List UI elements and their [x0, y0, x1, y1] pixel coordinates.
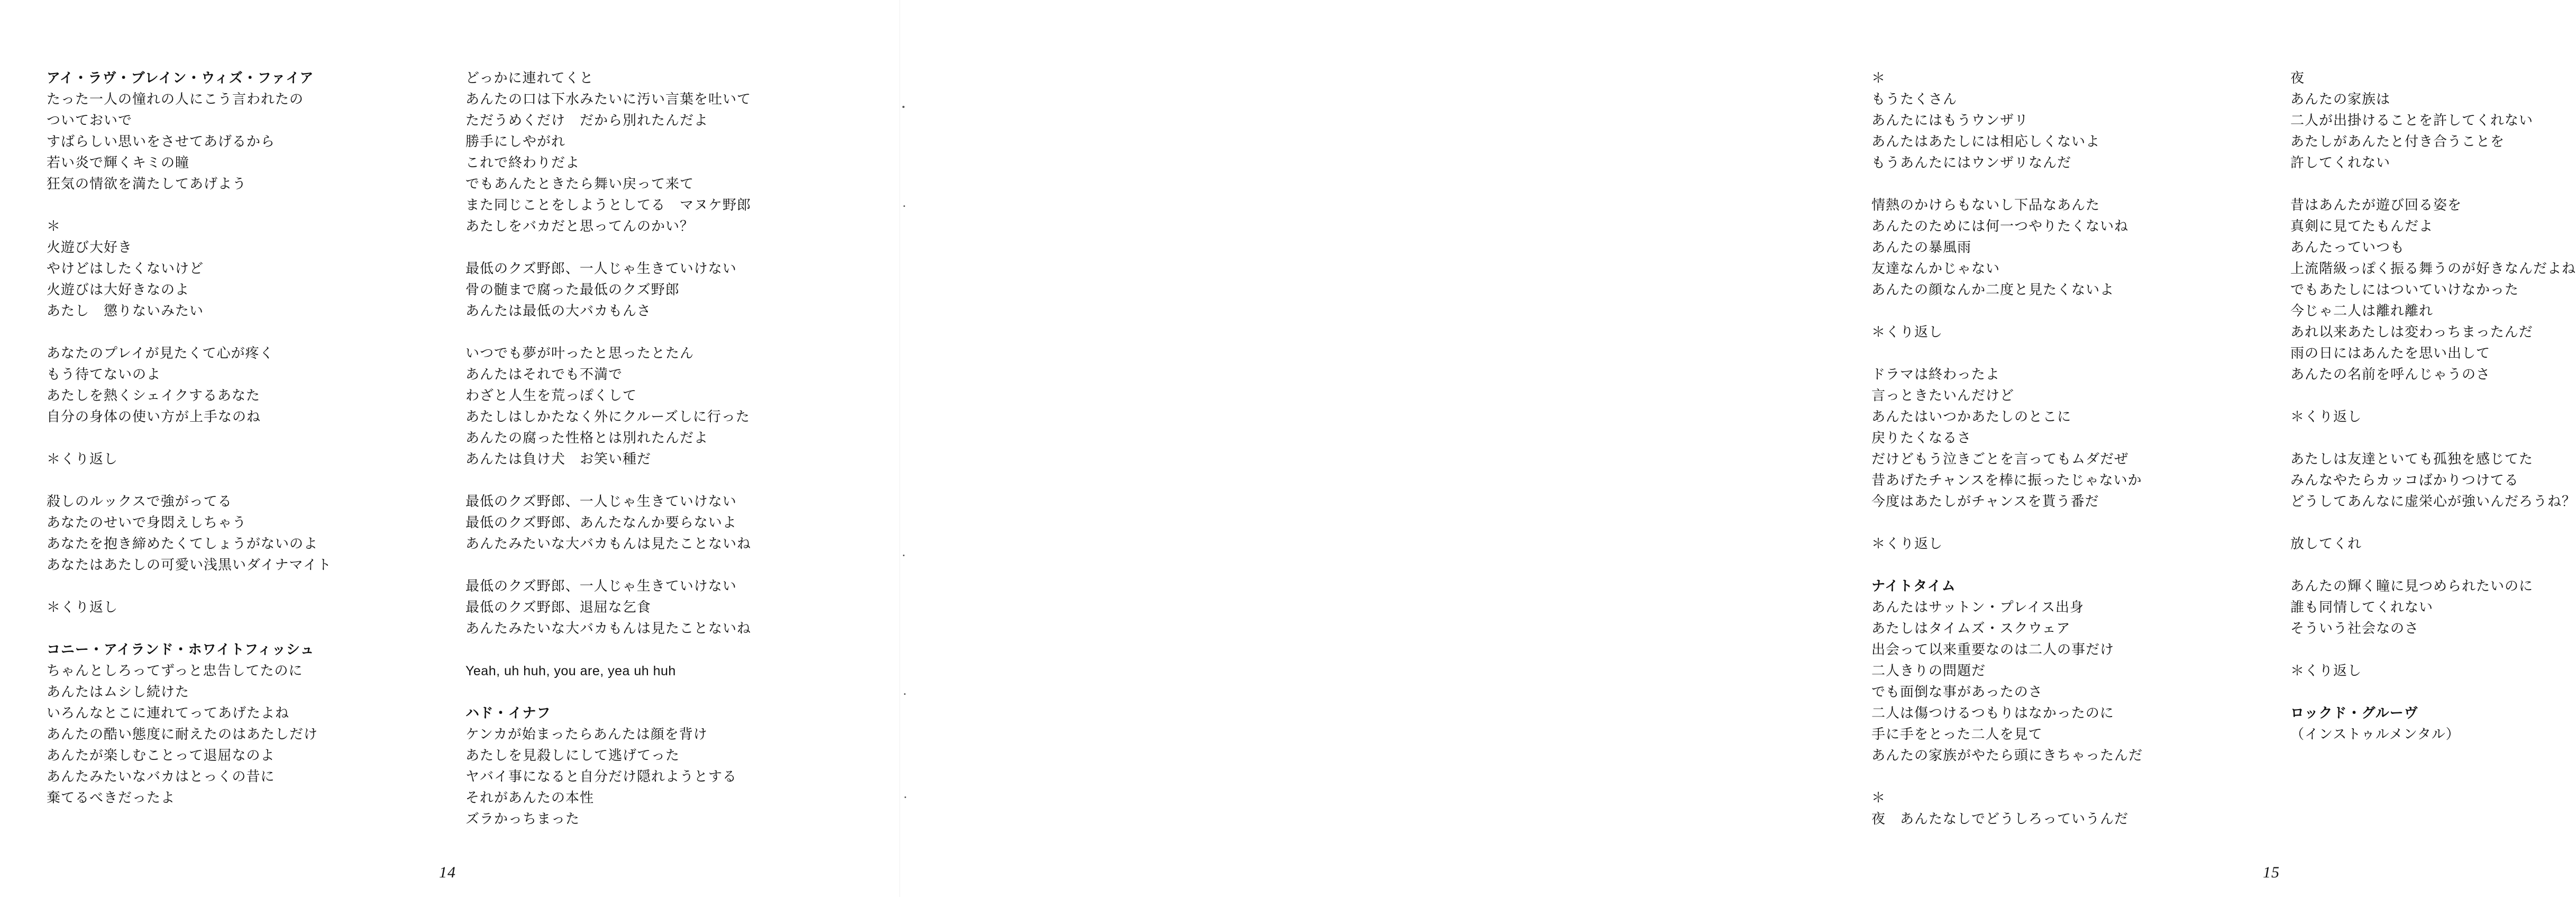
stanza-break [465, 682, 751, 703]
lyric-line: あたしを熱くシェイクするあなた [47, 388, 260, 404]
lyric-line: でもあたしにはついていけなかった [2290, 282, 2519, 298]
lyric-line: ドラマは終わったよ [1871, 367, 2000, 383]
stanza-break [2290, 639, 2576, 660]
lyric-line: 勝手にしやがれ [465, 134, 566, 150]
lyric-line: 戻りたくなるさ [1871, 430, 1972, 446]
print-speck [903, 205, 905, 207]
stanza-break [47, 576, 332, 597]
lyric-line: これで終わりだよ [465, 155, 580, 171]
stanza-break [1871, 766, 2143, 787]
print-speck [903, 555, 905, 556]
stanza-break [2290, 682, 2576, 703]
lyric-line: わざと人生を荒っぽくして [465, 388, 637, 404]
lyric-line: 最低のクズ野郎、あんたなんか要らないよ [465, 515, 737, 531]
lyric-line: あんたの酷い態度に耐えたのはあたしだけ [47, 727, 318, 742]
stanza-break [1871, 343, 2143, 364]
lyric-line: あんたの口は下水みたいに汚い言葉を吐いて [465, 92, 752, 107]
lyrics-column [1871, 68, 2143, 830]
lyric-line: 二人は傷つけるつもりはなかったのに [1871, 705, 2114, 721]
lyric-line: 今度はあたしがチャンスを貰う番だ [1871, 494, 2099, 510]
lyric-line: みんなやたらカッコばかりつけてる [2290, 473, 2519, 488]
lyric-line: ただうめくだけ だから別れたんだよ [465, 113, 709, 129]
lyric-line: あんたっていつも [2290, 240, 2405, 256]
lyric-line: あんたは最低の大バカもんさ [465, 303, 652, 319]
stanza-break [47, 428, 332, 449]
print-speck [905, 796, 906, 798]
lyric-line: あんたはムシし続けた [47, 684, 190, 700]
lyric-line: また同じことをしようとしてる マヌケ野郎 [465, 197, 752, 213]
lyric-line: すばらしい思いをさせてあげるから [47, 134, 276, 150]
lyric-line: あんたの家族は [2290, 92, 2391, 107]
stanza-break [47, 195, 332, 216]
lyric-line: ＊くり返し [1871, 324, 1943, 340]
stanza-break [2290, 174, 2576, 195]
lyric-line: あんたはあたしには相応しくないよ [1871, 134, 2100, 150]
lyric-line: あなたのせいで身悶えしちゃう [47, 515, 247, 531]
lyric-line: 夜 [2290, 70, 2305, 86]
stanza-break [465, 555, 751, 576]
lyric-line: 誰も同情してくれない [2290, 600, 2434, 615]
stanza-break [1871, 555, 2143, 576]
lyric-line: Yeah, uh huh, you are, yea uh huh [465, 664, 676, 678]
lyric-line: 友達なんかじゃない [1871, 261, 2000, 277]
lyric-line: ケンカが始まったらあんたは顔を背け [465, 727, 708, 742]
lyric-line: あなたのプレイが見たくて心が疼く [47, 346, 274, 361]
lyric-line: 手に手をとった二人を見て [1871, 727, 2043, 742]
page-number: 14 [439, 864, 456, 881]
lyric-line: 夜 あんたなしでどうしろっていうんだ [1871, 811, 2129, 827]
lyric-line: だけどもう泣きごとを言ってもムダだぜ [1871, 451, 2129, 467]
lyric-line: たった一人の憧れの人にこう言われたの [47, 92, 304, 107]
lyric-line: ＊くり返し [2290, 663, 2362, 679]
stanza-break [465, 470, 751, 491]
lyric-line: 棄てるべきだったよ [47, 790, 176, 806]
lyric-line: それがあんたの本性 [465, 790, 595, 806]
lyric-line: でもあんたときたら舞い戻って来て [465, 176, 695, 192]
lyric-line: あんたみたいなバカはとっくの昔に [47, 769, 275, 785]
lyric-line: 狂気の情欲を満たしてあげよう [47, 176, 247, 192]
lyrics-column [465, 68, 751, 830]
lyric-line: あたしをバカだと思ってんのかい？ [465, 219, 695, 234]
lyric-line: 殺しのルックスで強がってる [47, 494, 232, 510]
lyric-line: 昔あげたチャンスを棒に振ったじゃないか [1871, 473, 2142, 488]
lyric-line: 上流階級っぽく振る舞うのが好きなんだよね [2290, 261, 2576, 277]
stanza-break [47, 322, 332, 343]
stanza-break [465, 639, 751, 660]
lyric-line: （インストゥルメンタル） [2290, 727, 2460, 742]
lyric-line: あんたみたいな大バカもんは見たことないね [465, 621, 752, 637]
lyric-line: ＊くり返し [47, 600, 118, 615]
print-speck [904, 693, 906, 695]
lyric-line: ＊ [1871, 790, 1886, 806]
lyric-line: あなたを抱き締めたくてしょうがないのよ [47, 536, 318, 552]
stanza-break [2290, 385, 2576, 406]
lyric-line: どうしてあんなに虚栄心が強いんだろうね？ [2290, 494, 2576, 510]
lyric-line: 二人きりの問題だ [1871, 663, 1986, 679]
lyric-line: あんたにはもうウンザリ [1871, 113, 2029, 129]
lyric-line: いつでも夢が叶ったと思ったとたん [465, 346, 695, 361]
song-title: ハド・イナフ [465, 705, 551, 721]
lyric-line: 最低のクズ野郎、一人じゃ生きていけない [465, 261, 737, 277]
lyric-line: ヤバイ事になると自分だけ隠れようとする [465, 769, 737, 785]
lyric-line: ついておいで [47, 113, 133, 129]
lyric-line: ちゃんとしろってずっと忠告してたのに [47, 663, 303, 679]
song-title: コニー・アイランド・ホワイトフィッシュ [47, 642, 315, 658]
lyric-line: 言っときたいんだけど [1871, 388, 2015, 404]
lyric-line: 許してくれない [2290, 155, 2391, 171]
lyric-line: あんたが楽しむことって退屈なのよ [47, 748, 275, 764]
lyric-line: もうあんたにはウンザリなんだ [1871, 155, 2072, 171]
lyric-line: 最低のクズ野郎、一人じゃ生きていけない [465, 578, 737, 594]
lyric-line: 真剣に見てたもんだよ [2290, 219, 2434, 234]
lyric-line: あんたみたいな大バカもんは見たことないね [465, 536, 752, 552]
lyric-line: 出会って以来重要なのは二人の事だけ [1871, 642, 2115, 658]
left-page [0, 0, 899, 897]
lyric-line: あたしは友達といても孤独を感じてた [2290, 451, 2534, 467]
lyric-line: 今じゃ二人は離れ離れ [2290, 303, 2434, 319]
lyric-line: ＊くり返し [1871, 536, 1943, 552]
stanza-break [1871, 174, 2143, 195]
lyric-line: 最低のクズ野郎、退屈な乞食 [465, 600, 651, 615]
lyric-line: あんたはいつかあたしのとこに [1871, 409, 2072, 425]
lyric-line: ＊くり返し [2290, 409, 2362, 425]
lyric-line: そういう社会なのさ [2290, 621, 2419, 637]
lyric-line: あんたの名前を呼んじゃうのさ [2290, 367, 2491, 383]
stanza-break [465, 322, 751, 343]
stanza-break [47, 470, 332, 491]
lyric-line: どっかに連れてくと [465, 70, 594, 86]
lyrics-column [2290, 68, 2576, 745]
lyric-line: あたしはタイムズ・スクウェア [1871, 621, 2071, 637]
lyric-line: ＊ [1871, 70, 1886, 86]
lyric-line: ズラかっちまった [465, 811, 580, 827]
lyric-line: ＊くり返し [47, 451, 118, 467]
lyric-line: あんたはサットン・プレイス出身 [1871, 600, 2084, 615]
lyric-line: 若い炎で輝くキミの瞳 [47, 155, 190, 171]
lyric-line: 情熱のかけらもないし下品なあんた [1871, 197, 2100, 213]
lyric-line: あたし 懲りないみたい [47, 303, 204, 319]
lyric-line: 火遊び大好き [47, 240, 133, 256]
stanza-break [2290, 512, 2576, 533]
lyric-line: 最低のクズ野郎、一人じゃ生きていけない [465, 494, 737, 510]
lyric-line: あんたの顔なんか二度と見たくないよ [1871, 282, 2115, 298]
stanza-break [465, 237, 751, 258]
lyric-line: もう待てないのよ [47, 367, 161, 383]
stanza-break [2290, 428, 2576, 449]
stanza-break [1871, 301, 2143, 322]
lyric-line: あんたの暴風雨 [1871, 240, 1972, 256]
lyric-line: 骨の髄まで腐った最低のクズ野郎 [465, 282, 680, 298]
song-title: アイ・ラヴ・ブレイン・ウィズ・ファイア [47, 70, 314, 86]
lyric-line: あたしはしかたなく外にクルーズしに行った [465, 409, 750, 425]
song-title: ロックド・グルーヴ [2290, 705, 2418, 721]
lyric-line: やけどはしたくないけど [47, 261, 204, 277]
print-speck [902, 106, 905, 108]
lyric-line: あたしがあんたと付き合うことを [2290, 134, 2505, 150]
lyrics-column [47, 68, 332, 809]
lyric-line: 火遊びは大好きなのよ [47, 282, 190, 298]
lyric-line: ＊ [47, 219, 61, 234]
lyric-line: いろんなとこに連れてってあげたよね [47, 705, 290, 721]
lyric-line: 雨の日にはあんたを思い出して [2290, 346, 2491, 361]
lyric-line: あなたはあたしの可愛い浅黒いダイナマイト [47, 557, 332, 573]
stanza-break [47, 618, 332, 639]
page-number: 15 [2263, 864, 2280, 881]
lyric-line: あんたの家族がやたら頭にきちゃったんだ [1871, 748, 2143, 764]
lyric-line: でも面倒な事があったのさ [1871, 684, 2043, 700]
lyric-line: あんたのためには何一つやりたくないね [1871, 219, 2129, 234]
song-title: ナイトタイム [1871, 578, 1956, 594]
lyric-line: あんたは負け犬 お笑い種だ [465, 451, 652, 467]
stanza-break [1871, 512, 2143, 533]
lyric-line: あんたの腐った性格とは別れたんだよ [465, 430, 709, 446]
lyric-line: 二人が出掛けることを許してくれない [2290, 113, 2534, 129]
lyric-line: もうたくさん [1871, 92, 1958, 107]
stanza-break [2290, 555, 2576, 576]
lyric-line: 昔はあんたが遊び回る姿を [2290, 197, 2462, 213]
lyric-line: あれ以来あたしは変わっちまったんだ [2290, 324, 2533, 340]
lyric-line: 放してくれ [2290, 536, 2362, 552]
lyric-line: あたしを見殺しにして逃げてった [465, 748, 680, 764]
lyric-line: 自分の身体の使い方が上手なのね [47, 409, 261, 425]
lyric-line: あんたの輝く瞳に見つめられたいのに [2290, 578, 2534, 594]
lyric-line: あんたはそれでも不満で [465, 367, 623, 383]
right-page [899, 0, 2576, 897]
